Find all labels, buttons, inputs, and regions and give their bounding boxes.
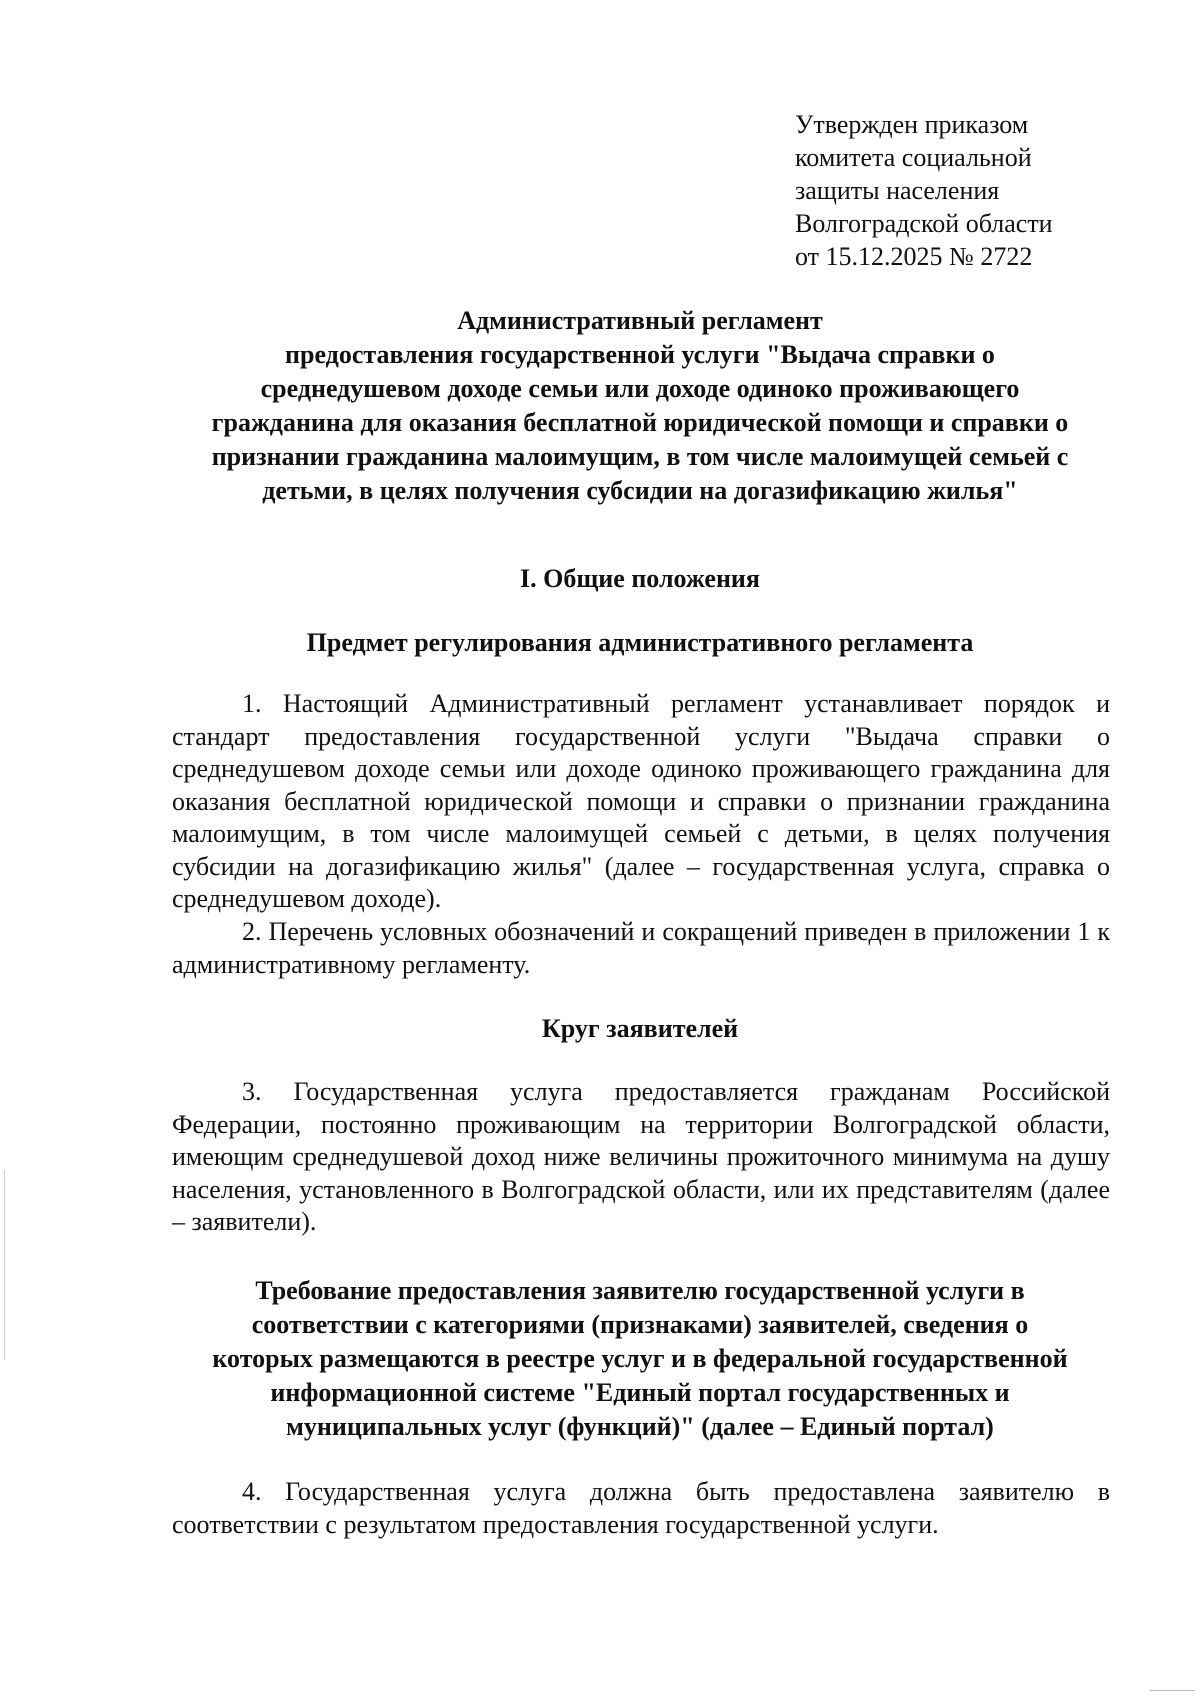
approval-line: комитета социальной	[795, 143, 1032, 172]
title-line: гражданина для оказания бесплатной юридической помощи и справки о	[211, 408, 1069, 437]
requirement-heading	[170, 1274, 1110, 1444]
requirement-heading-line: Требование предоставления заявителю государственной услуги в	[255, 1276, 1025, 1305]
document-title	[160, 304, 1120, 508]
title-line: признании гражданина малоимущим, в том числе малоимущей семьей с	[211, 442, 1069, 471]
approval-line: Волгоградской области	[795, 209, 1053, 238]
subject-heading: Предмет регулирования административного регламента	[306, 628, 974, 657]
requirement-heading-line: которых размещаются в реестре услуг и в федеральной государственной	[212, 1344, 1068, 1373]
paragraph-4: 4. Государственная услуга должна быть предоставлена заявителю в соответствии с результатом предоставления государственной услуги.	[172, 1477, 1110, 1539]
approval-line: Утвержден приказом	[795, 110, 1029, 139]
paragraph-2: 2. Перечень условных обозначений и сокращений приведен в приложении 1 к административному регламенту.	[172, 917, 1110, 979]
title-line: среднедушевом доходе семьи или доходе одиноко проживающего	[260, 374, 1020, 403]
approval-line: от 15.12.2025 № 2722	[795, 242, 1033, 271]
title-line: предоставления государственной услуги "Выдача справки о	[285, 340, 995, 369]
title-line: детьми, в целях получения субсидии на догазификацию жилья"	[262, 476, 1018, 505]
approval-stamp	[795, 108, 1155, 273]
scan-edge-mark	[1150, 1690, 1195, 1691]
section-heading-general: I. Общие положения	[520, 564, 760, 593]
requirement-heading-line: муниципальных услуг (функций)" (далее – Единый портал)	[286, 1412, 994, 1441]
approval-line: защиты населения	[795, 176, 1000, 205]
requirement-heading-line: соответствии с категориями (признаками) заявителей, сведения о	[251, 1310, 1029, 1339]
paragraph-1: 1. Настоящий Административный регламент устанавливает порядок и стандарт предоставления государственной услуги "Выдача справки о среднедушевом доходе семьи или доходе одиноко проживающего гражданина для оказания бесплатной юридической помощи и справки о признании гражданина малоимущим, в том числе малоимущей семьей с детьми, в целях получения субсидии на догазификацию жилья" (далее – государственная услуга, справка о среднедушевом доходе).	[172, 689, 1110, 913]
applicants-heading: Круг заявителей	[541, 1014, 739, 1043]
paragraph-3: 3. Государственная услуга предоставляется гражданам Российской Федерации, постоянно проживающим на территории Волгоградской области, имеющим среднедушевой доход ниже величины прожиточного минимума на душу населения, установленного в Волгоградской области, или их представителям (далее – заявители).	[172, 1077, 1110, 1236]
title-line: Административный регламент	[457, 306, 823, 335]
scan-margin-mark	[4, 1170, 5, 1360]
requirement-heading-line: информационной системе "Единый портал государственных и	[270, 1378, 1010, 1407]
